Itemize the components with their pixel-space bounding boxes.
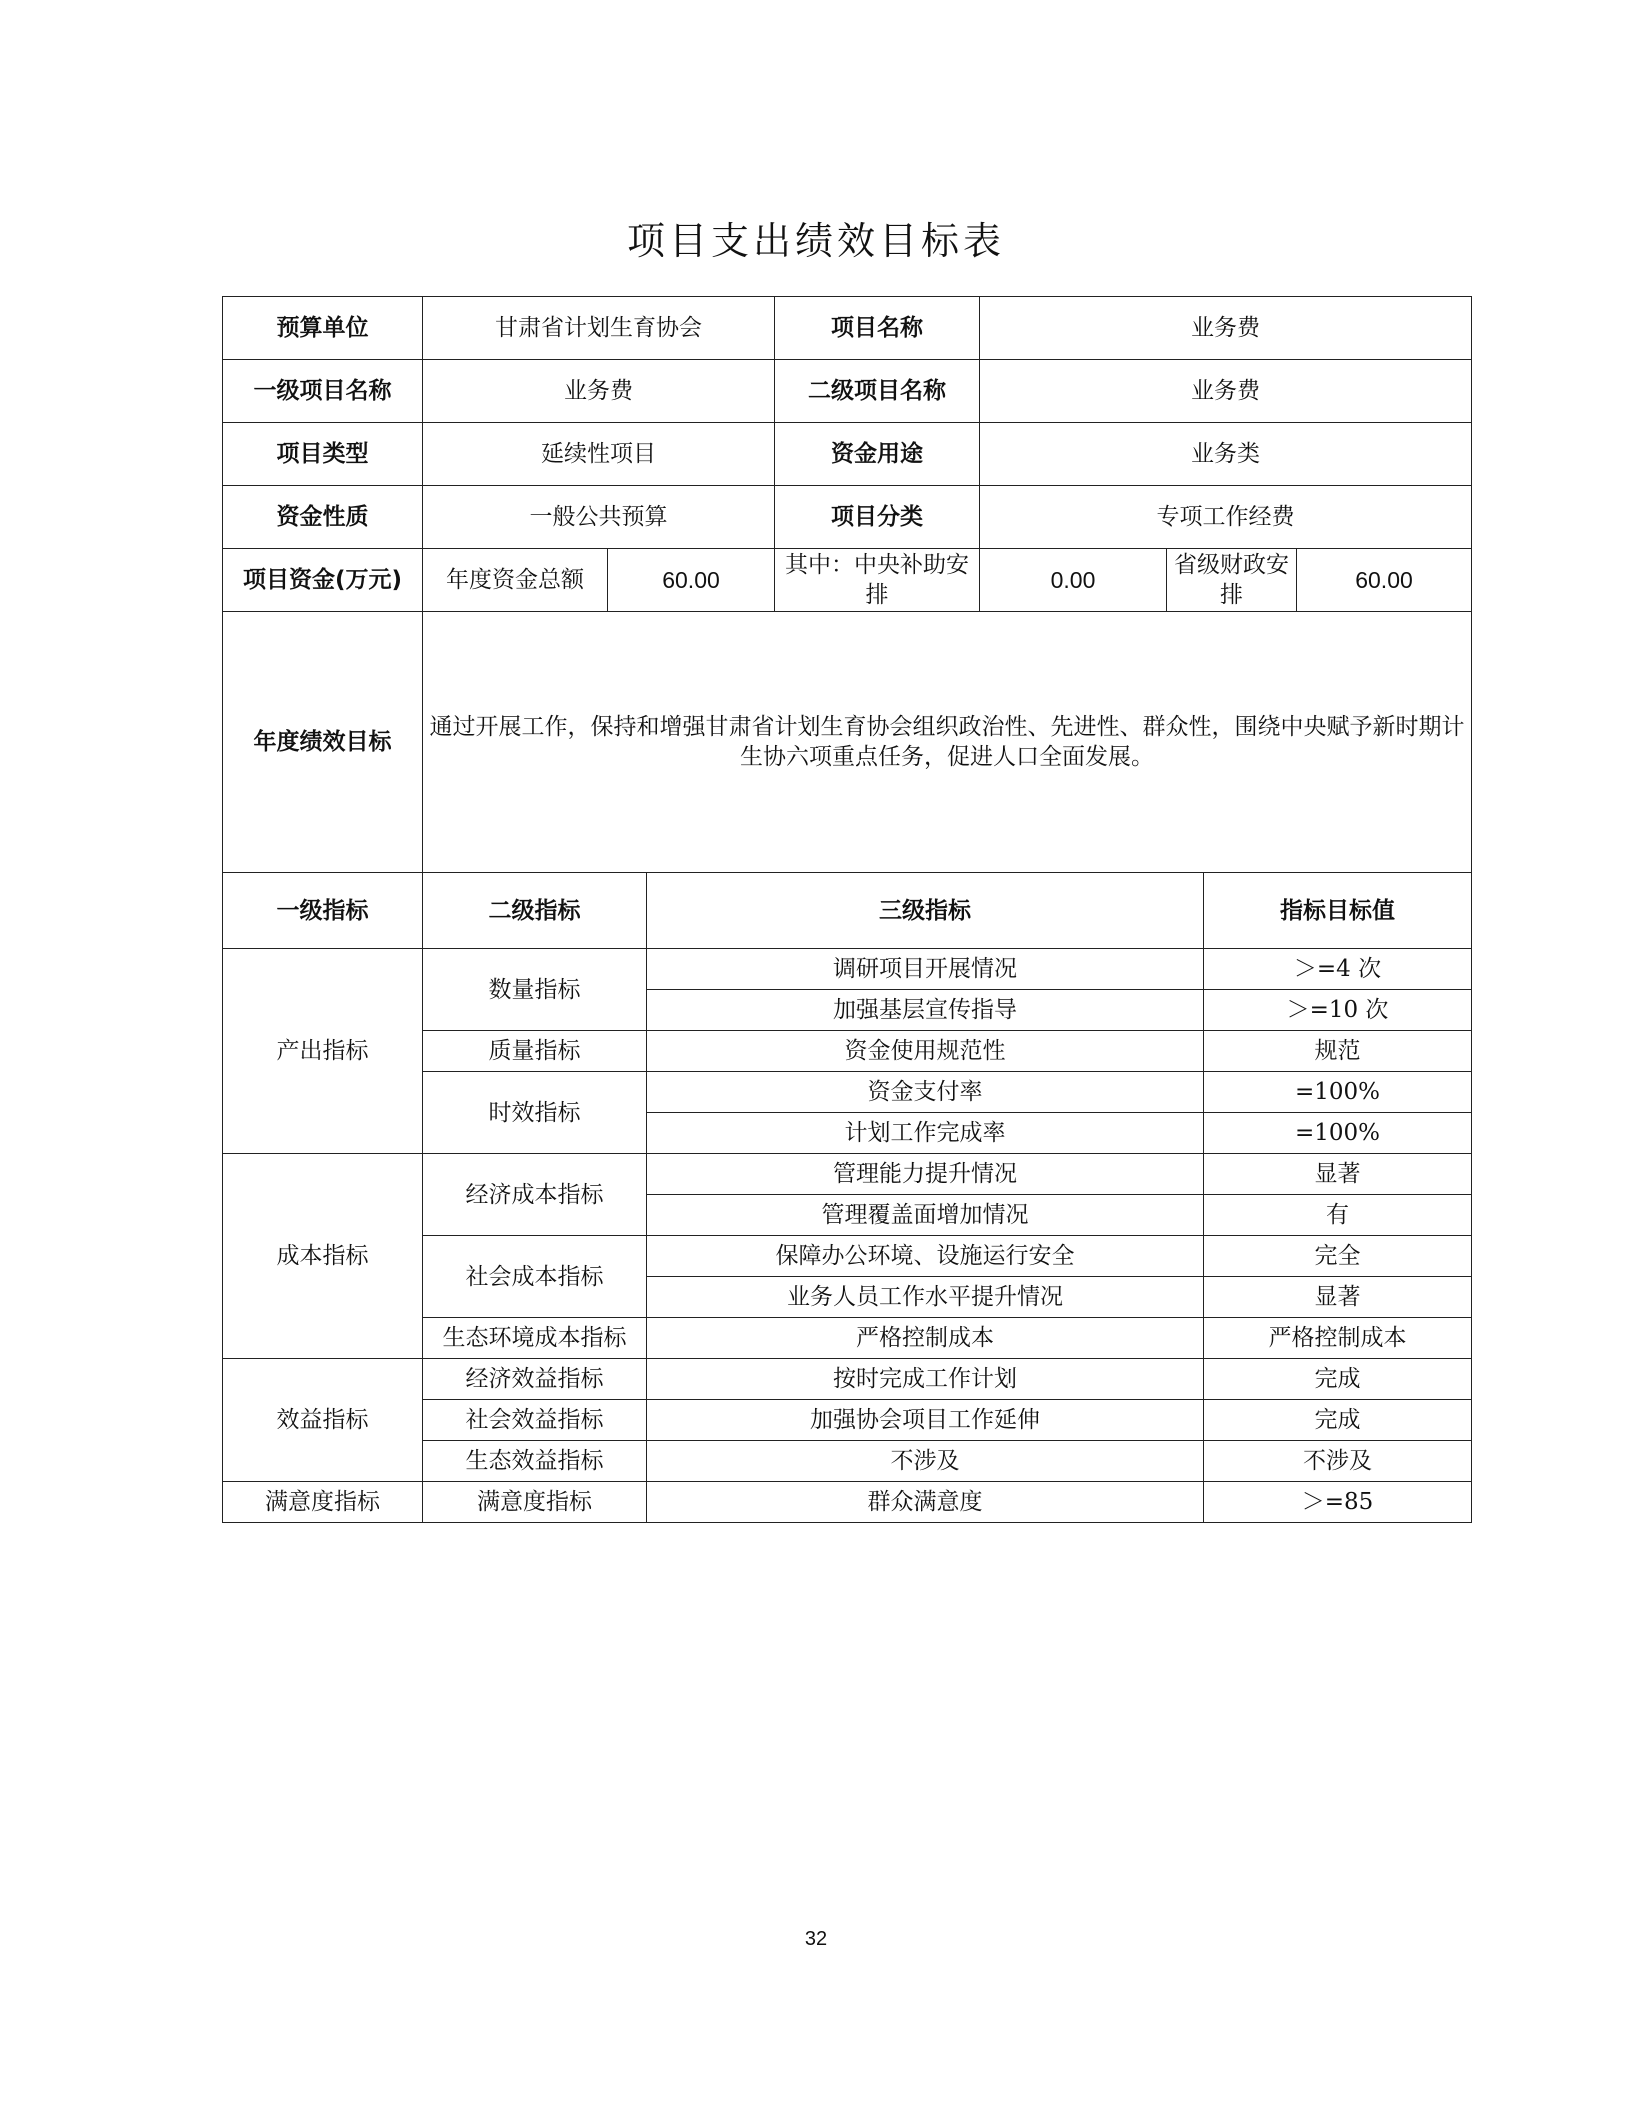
project-type-value: 延续性项目 xyxy=(423,423,775,486)
target-value: 严格控制成本 xyxy=(1204,1318,1472,1359)
level2-indicator: 时效指标 xyxy=(423,1072,647,1154)
indicator-row xyxy=(223,1154,1472,1195)
budget-unit-label: 预算单位 xyxy=(223,297,423,360)
level3-indicator: 资金支付率 xyxy=(647,1072,1204,1113)
annual-total-value: 60.00 xyxy=(608,549,775,612)
central-subsidy-label: 其中：中央补助安排 xyxy=(775,549,980,612)
header-level1: 一级指标 xyxy=(223,873,423,949)
level1-name-value: 业务费 xyxy=(423,360,775,423)
level2-indicator: 生态环境成本指标 xyxy=(423,1318,647,1359)
budget-unit-value: 甘肃省计划生育协会 xyxy=(423,297,775,360)
level2-indicator: 满意度指标 xyxy=(423,1482,647,1523)
level2-indicator: 经济效益指标 xyxy=(423,1359,647,1400)
level2-name-value: 业务费 xyxy=(980,360,1472,423)
level1-indicator: 成本指标 xyxy=(223,1154,423,1359)
target-value: =100% xyxy=(1204,1072,1472,1113)
level3-indicator: 管理覆盖面增加情况 xyxy=(647,1195,1204,1236)
indicator-row xyxy=(223,1482,1472,1523)
indicators-header-row xyxy=(223,873,1472,949)
indicators-body xyxy=(223,949,1472,1523)
info-row xyxy=(223,297,1472,360)
goal-text: 通过开展工作，保持和增强甘肃省计划生育协会组织政治性、先进性、群众性，围绕中央赋予新时期计生协六项重点任务，促进人口全面发展。 xyxy=(423,612,1472,873)
target-value: 显著 xyxy=(1204,1277,1472,1318)
level2-indicator: 社会效益指标 xyxy=(423,1400,647,1441)
project-category-label: 项目分类 xyxy=(775,486,980,549)
level3-indicator: 严格控制成本 xyxy=(647,1318,1204,1359)
central-subsidy-value: 0.00 xyxy=(980,549,1167,612)
target-value: 有 xyxy=(1204,1195,1472,1236)
level3-indicator: 不涉及 xyxy=(647,1441,1204,1482)
info-row xyxy=(223,486,1472,549)
annual-total-label: 年度资金总额 xyxy=(423,549,608,612)
project-category-value: 专项工作经费 xyxy=(980,486,1472,549)
funds-row xyxy=(223,549,1472,612)
target-value: 完全 xyxy=(1204,1236,1472,1277)
target-value: 规范 xyxy=(1204,1031,1472,1072)
info-row xyxy=(223,360,1472,423)
header-level2: 二级指标 xyxy=(423,873,647,949)
target-value: 完成 xyxy=(1204,1400,1472,1441)
target-value: ＞=4 次 xyxy=(1204,949,1472,990)
info-row xyxy=(223,423,1472,486)
goal-label: 年度绩效目标 xyxy=(223,612,423,873)
level3-indicator: 业务人员工作水平提升情况 xyxy=(647,1277,1204,1318)
project-name-value: 业务费 xyxy=(980,297,1472,360)
level3-indicator: 资金使用规范性 xyxy=(647,1031,1204,1072)
level2-indicator: 社会成本指标 xyxy=(423,1236,647,1318)
level2-indicator: 经济成本指标 xyxy=(423,1154,647,1236)
target-value: 完成 xyxy=(1204,1359,1472,1400)
fund-use-label: 资金用途 xyxy=(775,423,980,486)
project-info-table xyxy=(222,296,1472,873)
level3-indicator: 管理能力提升情况 xyxy=(647,1154,1204,1195)
provincial-label: 省级财政安排 xyxy=(1167,549,1297,612)
fund-use-value: 业务类 xyxy=(980,423,1472,486)
level3-indicator: 群众满意度 xyxy=(647,1482,1204,1523)
project-type-label: 项目类型 xyxy=(223,423,423,486)
indicator-row xyxy=(223,949,1472,990)
level1-indicator: 效益指标 xyxy=(223,1359,423,1482)
goal-row xyxy=(223,612,1472,873)
level2-indicator: 生态效益指标 xyxy=(423,1441,647,1482)
level3-indicator: 加强协会项目工作延伸 xyxy=(647,1400,1204,1441)
indicators-table xyxy=(222,872,1472,1523)
level3-indicator: 计划工作完成率 xyxy=(647,1113,1204,1154)
fund-nature-label: 资金性质 xyxy=(223,486,423,549)
target-value: ＞=85 xyxy=(1204,1482,1472,1523)
provincial-value: 60.00 xyxy=(1297,549,1472,612)
indicator-row xyxy=(223,1359,1472,1400)
level3-indicator: 按时完成工作计划 xyxy=(647,1359,1204,1400)
level2-indicator: 数量指标 xyxy=(423,949,647,1031)
funds-label: 项目资金(万元) xyxy=(223,549,423,612)
level2-name-label: 二级项目名称 xyxy=(775,360,980,423)
target-value: 显著 xyxy=(1204,1154,1472,1195)
page-title: 项目支出绩效目标表 xyxy=(626,219,1005,263)
level3-indicator: 加强基层宣传指导 xyxy=(647,990,1204,1031)
level1-name-label: 一级项目名称 xyxy=(223,360,423,423)
header-target: 指标目标值 xyxy=(1204,873,1472,949)
page-number: 32 xyxy=(804,1928,828,1950)
target-value: ＞=10 次 xyxy=(1204,990,1472,1031)
level2-indicator: 质量指标 xyxy=(423,1031,647,1072)
fund-nature-value: 一般公共预算 xyxy=(423,486,775,549)
project-name-label: 项目名称 xyxy=(775,297,980,360)
level3-indicator: 调研项目开展情况 xyxy=(647,949,1204,990)
target-value: =100% xyxy=(1204,1113,1472,1154)
target-value: 不涉及 xyxy=(1204,1441,1472,1482)
level1-indicator: 产出指标 xyxy=(223,949,423,1154)
level3-indicator: 保障办公环境、设施运行安全 xyxy=(647,1236,1204,1277)
header-level3: 三级指标 xyxy=(647,873,1204,949)
level1-indicator: 满意度指标 xyxy=(223,1482,423,1523)
